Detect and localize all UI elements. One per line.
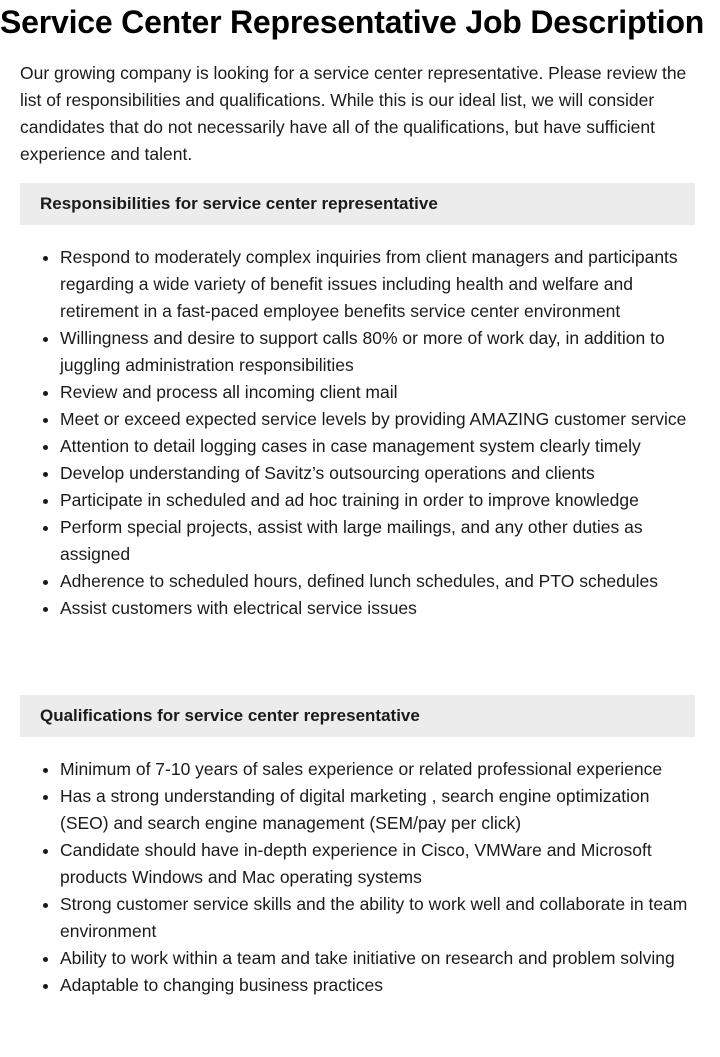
qualifications-list: [20, 756, 700, 999]
page-title: Service Center Representative Job Description: [0, 4, 705, 40]
responsibility-item: • Assist customers with electrical service issues: [60, 595, 700, 622]
qualification-item: • Adaptable to changing business practices: [60, 972, 700, 999]
responsibility-item: • Review and process all incoming client mail: [60, 379, 700, 406]
intro-paragraph: Our growing company is looking for a service center representative. Please review the list of responsibilities and qualifications. While this is our ideal list, we will consider candidates that do not necessarily have all of the qualifications, but have sufficient experience and talent.: [20, 63, 687, 164]
qualification-item: • Candidate should have in-depth experience in Cisco, VMWare and Microsoft products Windows and Mac operating systems: [60, 837, 700, 891]
qualification-item: • Minimum of 7-10 years of sales experience or related professional experience: [60, 756, 700, 783]
qualifications-heading: Qualifications for service center representative: [20, 695, 695, 737]
responsibility-item: • Willingness and desire to support calls 80% or more of work day, in addition to juggling administration responsibilities: [60, 325, 700, 379]
responsibility-item: • Participate in scheduled and ad hoc training in order to improve knowledge: [60, 487, 700, 514]
responsibility-item: • Respond to moderately complex inquiries from client managers and participants regarding a wide variety of benefit issues including health and welfare and retirement in a fast-paced employee benefits service center environment: [60, 244, 700, 325]
responsibility-item: • Adherence to scheduled hours, defined lunch schedules, and PTO schedules: [60, 568, 700, 595]
responsibility-item: • Meet or exceed expected service levels by providing AMAZING customer service: [60, 406, 700, 433]
responsibilities-heading: Responsibilities for service center representative: [20, 183, 695, 225]
responsibility-item: • Develop understanding of Savitz’s outsourcing operations and clients: [60, 460, 700, 487]
qualification-item: • Ability to work within a team and take initiative on research and problem solving: [60, 945, 700, 972]
qualification-item: • Has a strong understanding of digital marketing , search engine optimization (SEO) and search engine management (SEM/pay per click): [60, 783, 700, 837]
qualification-item: • Strong customer service skills and the ability to work well and collaborate in team environment: [60, 891, 700, 945]
responsibilities-list: [20, 244, 700, 622]
responsibility-item: • Perform special projects, assist with large mailings, and any other duties as assigned: [60, 514, 700, 568]
responsibility-item: • Attention to detail logging cases in case management system clearly timely: [60, 433, 700, 460]
